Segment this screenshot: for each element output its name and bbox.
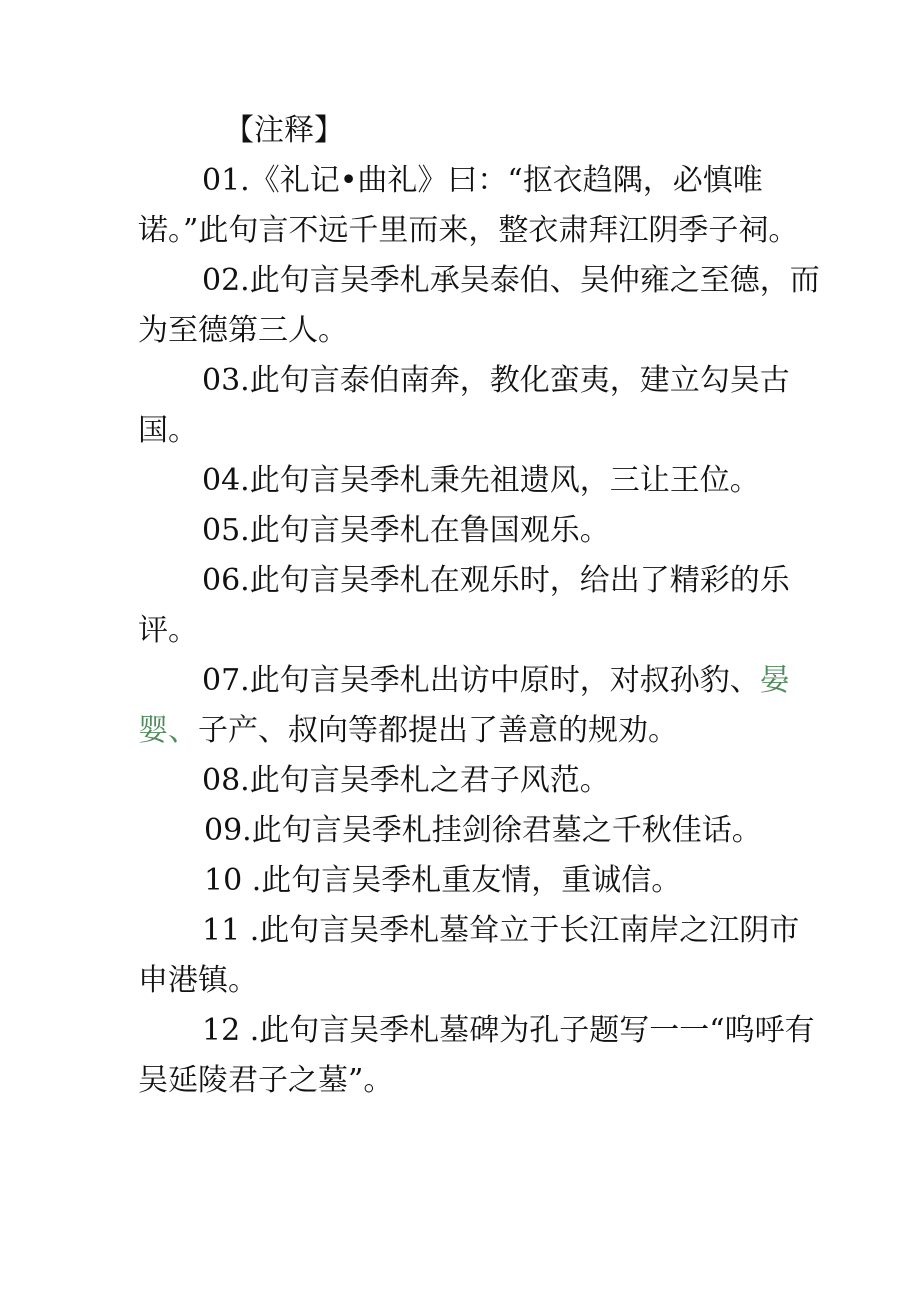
note-text: 此句言吴季札墓碑为孔子题写一一“呜呼有吴延陵君子之墓”。 [138,1013,815,1098]
note-07 [138,656,824,756]
note-11 [138,906,824,1006]
note-number: 05. [202,513,250,548]
note-04 [138,456,824,506]
note-06 [138,556,824,656]
highlighted-name: 晏婴、 [138,663,790,748]
note-number: 03. [202,363,250,398]
note-number: 06. [202,563,250,598]
note-text: 子产、叔向等都提出了善意的规劝。 [198,713,678,748]
note-text: 《礼记•曲礼》曰：“抠衣趋隅，必慎唯诺。”此句言不远千里而来，整衣肃拜江阴季子祠。 [138,163,799,248]
note-02 [138,256,824,356]
note-08 [138,756,824,806]
note-text: 此句言吴季札出访中原时，对叔孙豹、 [249,663,760,698]
note-text: 此句言泰伯南奔，教化蛮夷，建立勾吴古国。 [138,363,790,448]
note-text: 此句言吴季札挂剑徐君墓之千秋佳话。 [251,813,762,848]
note-05 [138,506,824,556]
note-number: 07. [202,663,250,698]
note-text: 此句言吴季札在鲁国观乐。 [249,513,610,548]
note-text: 此句言吴季札在观乐时，给出了精彩的乐评。 [138,563,790,648]
note-text: 此句言吴季札承吴泰伯、吴仲雍之至德，而为至德第三人。 [138,263,820,348]
note-number: 02. [202,263,250,298]
note-10 [138,856,824,906]
note-text: 此句言吴季札之君子风范。 [249,763,610,798]
note-text: 此句言吴季札重友情，重诚信。 [261,863,682,898]
note-text: 此句言吴季札墓耸立于长江南岸之江阴市申港镇。 [138,913,800,998]
annotations-section [138,106,824,1106]
note-text: 此句言吴季札秉先祖遗风，三让王位。 [249,463,760,498]
note-number: 04. [202,463,250,498]
section-heading: 【注释】 [224,113,344,148]
note-number: 10 . [204,863,262,898]
note-03 [138,356,824,456]
note-12 [138,1006,824,1106]
note-number: 12 . [202,1013,260,1048]
note-number: 08. [202,763,250,798]
note-number: 11 . [202,913,260,948]
note-number: 09. [204,813,252,848]
note-01 [138,156,824,256]
note-number: 01. [202,163,250,198]
note-09 [138,806,824,856]
